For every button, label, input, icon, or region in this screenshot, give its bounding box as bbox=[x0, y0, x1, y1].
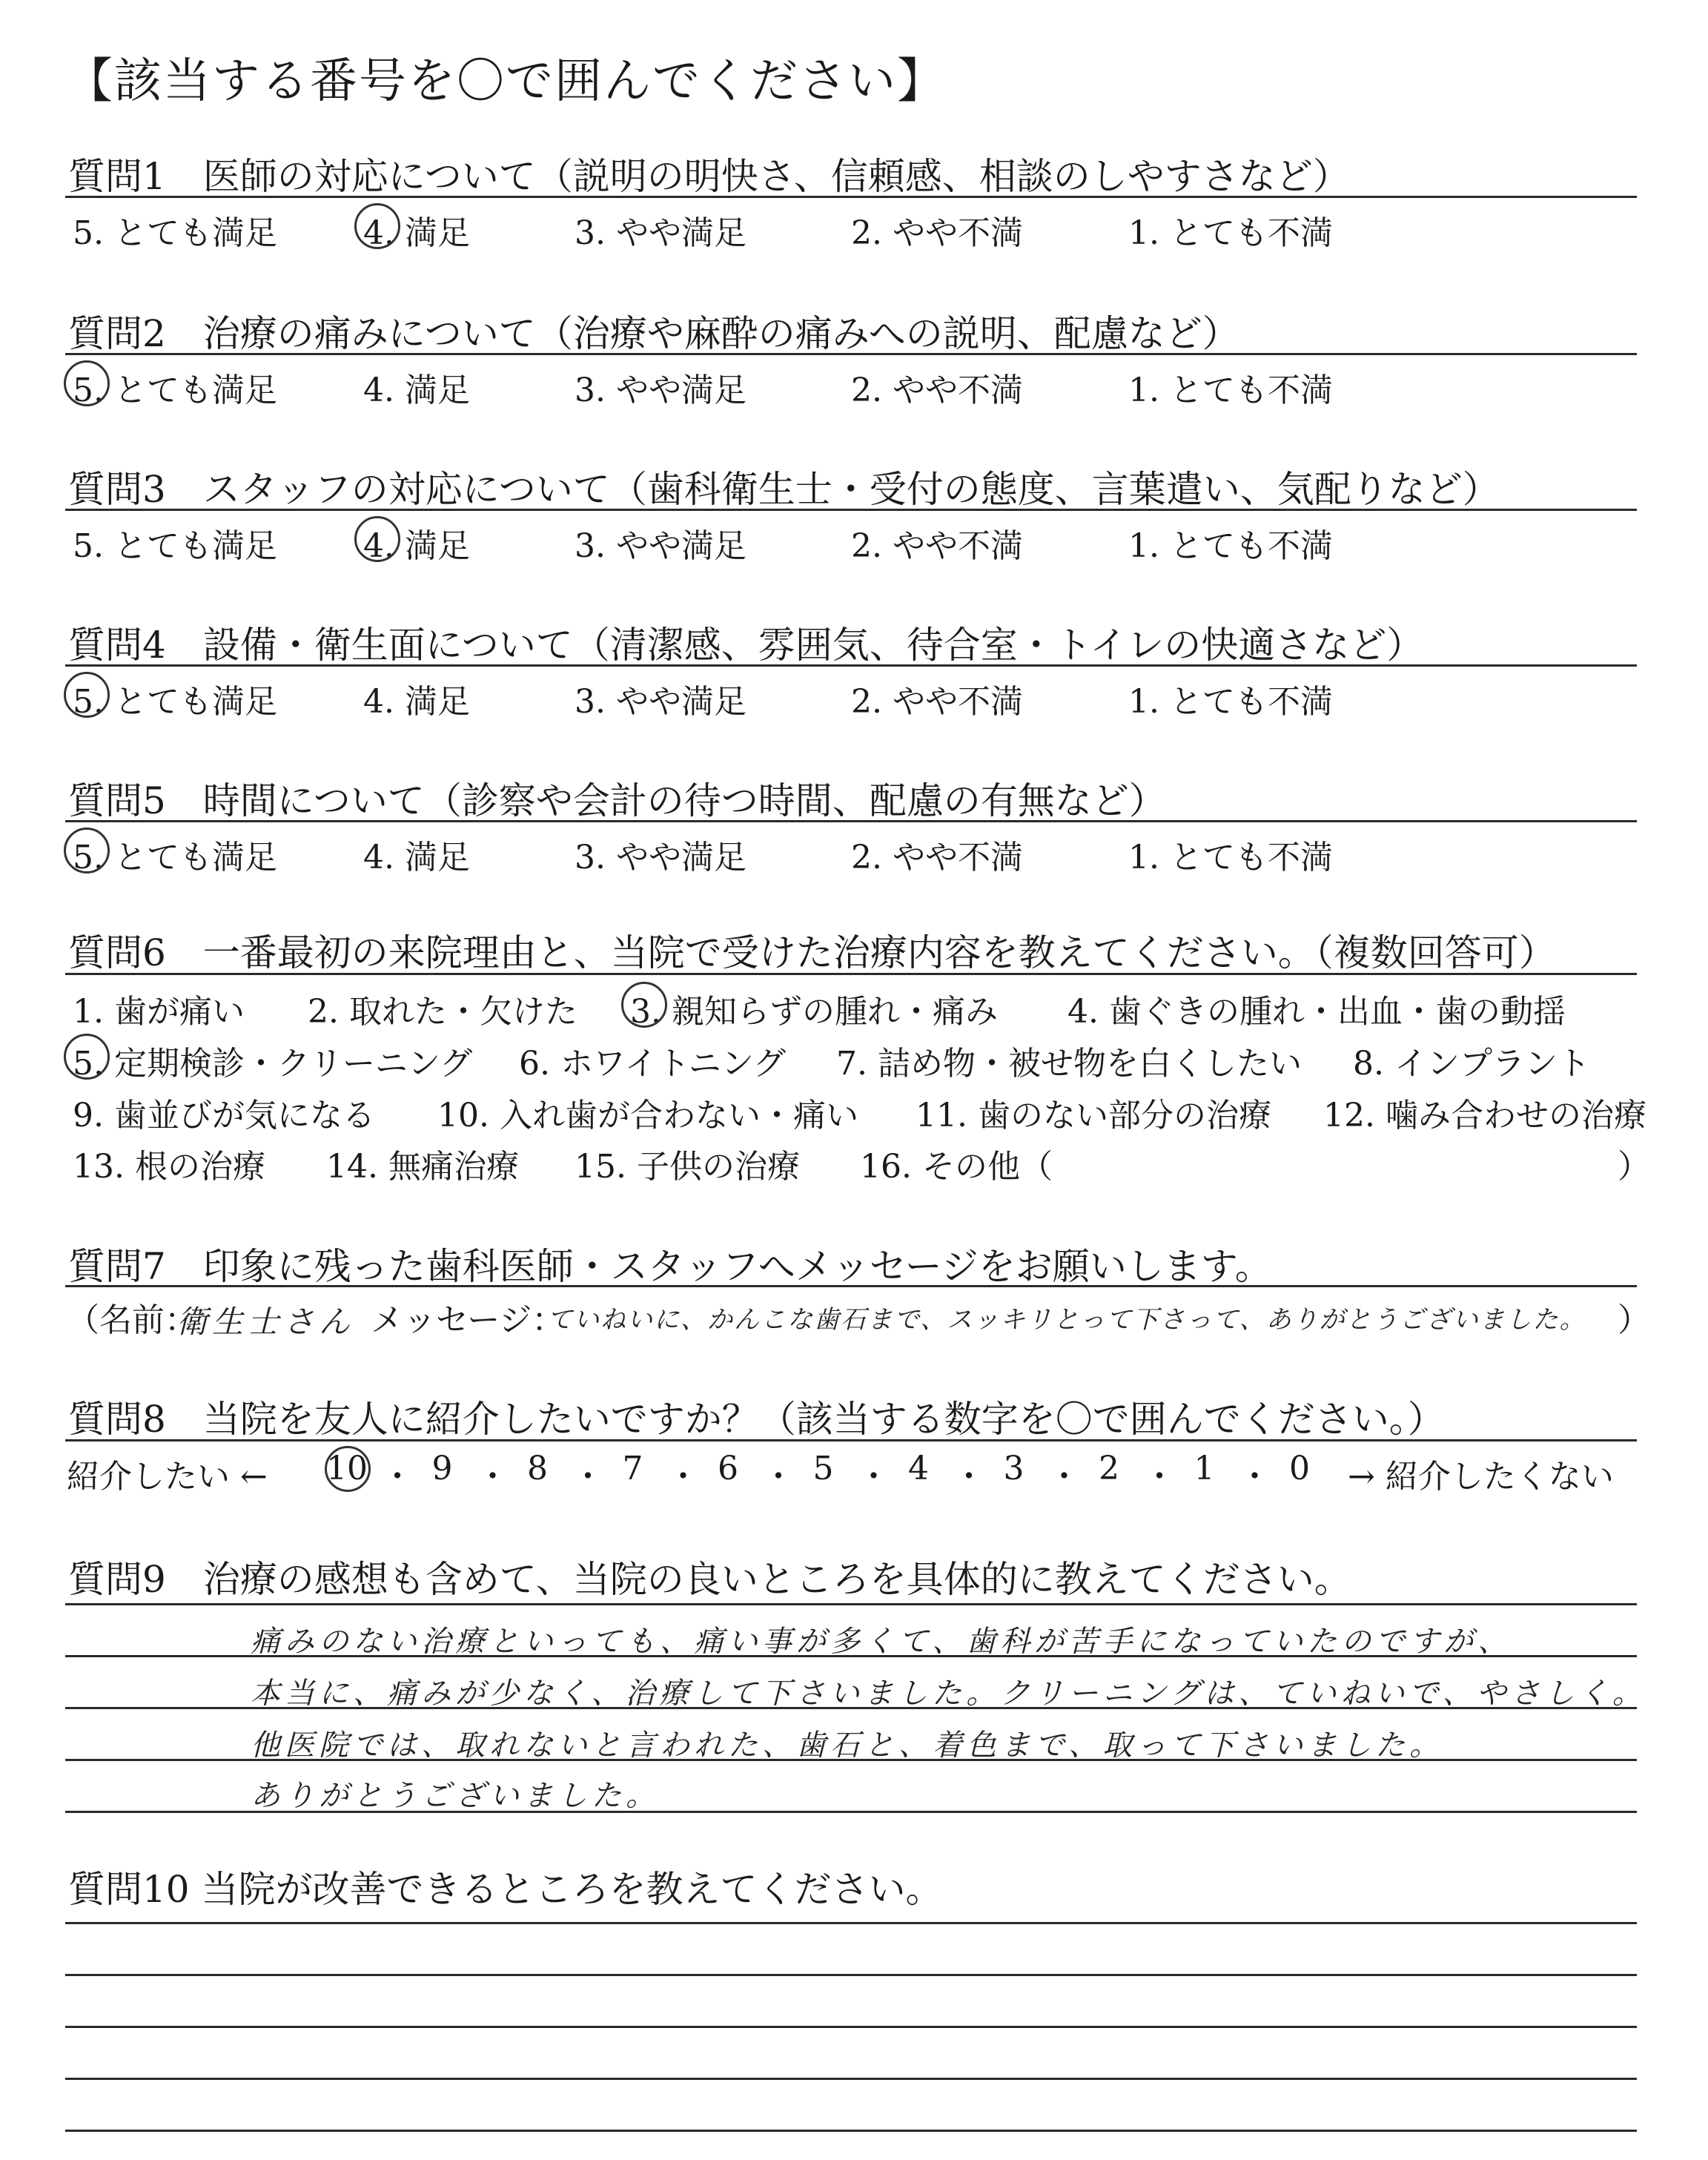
q6-option: 7. 詰め物・被せ物を白くしたい bbox=[836, 1045, 1302, 1083]
q8-separator: ・ bbox=[953, 1458, 985, 1496]
rating-option: 3. やや満足 bbox=[575, 683, 747, 721]
q9-answer-line: 本当に、痛みが少なく、治療して下さいました。クリーニングは、ていねいで、やさしく。 bbox=[251, 1677, 1646, 1711]
question-rule bbox=[65, 196, 1637, 198]
q6-close-paren: ） bbox=[1618, 1148, 1650, 1186]
q6-title: 質問6 一番最初の来院理由と、当院で受けた治療内容を教えてください。（複数回答可） bbox=[68, 931, 1556, 974]
page-title: 【該当する番号を〇で囲んでください】 bbox=[65, 54, 946, 109]
q6-option: 15. 子供の治療 bbox=[575, 1148, 800, 1186]
answer-rule bbox=[65, 1974, 1637, 1976]
q8-scale-value: 7 bbox=[622, 1450, 643, 1487]
q10-title: 質問10 当院が改善できるところを教えてください。 bbox=[68, 1868, 943, 1911]
q7-name-value: 衛生士さん bbox=[176, 1304, 355, 1340]
q6-option: 6. ホワイトニング bbox=[519, 1045, 787, 1083]
q6-option: 13. 根の治療 bbox=[73, 1148, 265, 1186]
q6-option: 10. 入れ歯が合わない・痛い bbox=[437, 1097, 858, 1135]
selected-circle bbox=[64, 360, 110, 406]
selected-circle bbox=[621, 982, 667, 1028]
q8-scale-value: 5 bbox=[812, 1450, 834, 1487]
q8-scale-value: 1 bbox=[1194, 1450, 1215, 1487]
q8-scale-value: 10 bbox=[326, 1450, 368, 1487]
rating-option: 4. 満足 bbox=[363, 683, 470, 721]
q8-rule bbox=[65, 1439, 1637, 1441]
rating-option: 4. 満足 bbox=[363, 214, 470, 252]
q8-scale-value: 3 bbox=[1003, 1450, 1025, 1487]
rating-option: 1. とても不満 bbox=[1128, 839, 1333, 876]
selected-circle bbox=[64, 672, 110, 718]
rating-option: 4. 満足 bbox=[363, 371, 470, 409]
q6-option: 8. インプラント bbox=[1353, 1045, 1590, 1083]
q8-right-label: → 紹介したくない bbox=[1348, 1458, 1614, 1496]
q7-message-value: ていねいに、かんこな歯石まで、スッキリとって下さって、ありがとうございました。 bbox=[547, 1305, 1586, 1335]
question-rule bbox=[65, 353, 1637, 355]
q9-answer-line: 他医院では、取れないと言われた、歯石と、着色まで、取って下さいました。 bbox=[251, 1728, 1444, 1763]
q6-option: 3. 親知らずの腫れ・痛み bbox=[630, 993, 998, 1031]
q7-name-label: （名前： bbox=[67, 1301, 197, 1339]
question-rule bbox=[65, 664, 1637, 667]
q8-scale-value: 2 bbox=[1099, 1450, 1119, 1487]
rating-option: 2. やや不満 bbox=[851, 683, 1023, 721]
q8-separator: ・ bbox=[572, 1458, 604, 1496]
rating-option: 3. やや満足 bbox=[575, 371, 747, 409]
q6-option: 1. 歯が痛い bbox=[73, 993, 245, 1031]
rating-option: 5. とても満足 bbox=[73, 214, 277, 252]
rating-option: 3. やや満足 bbox=[575, 527, 747, 565]
answer-rule bbox=[65, 2026, 1637, 2028]
selected-circle bbox=[354, 516, 400, 562]
q6-option: 2. 取れた・欠けた bbox=[308, 993, 577, 1031]
q7-close-paren: ） bbox=[1618, 1301, 1650, 1339]
rating-option: 5. とても満足 bbox=[73, 527, 277, 565]
rating-option: 1. とても不満 bbox=[1128, 214, 1333, 252]
answer-rule bbox=[65, 2130, 1637, 2132]
q8-scale-value: 9 bbox=[431, 1450, 453, 1487]
q6-option: 5. 定期検診・クリーニング bbox=[73, 1045, 473, 1083]
q7-message-label: メッセージ： bbox=[371, 1301, 565, 1339]
question-title: 質問3 スタッフの対応について（歯科衛生士・受付の態度、言葉遣い、気配りなど） bbox=[68, 468, 1500, 511]
q9-answer-line: ありがとうございました。 bbox=[251, 1779, 660, 1813]
rating-option: 1. とても不満 bbox=[1128, 371, 1333, 409]
q8-separator: ・ bbox=[1238, 1458, 1271, 1496]
q8-scale-value: 0 bbox=[1289, 1450, 1310, 1487]
selected-circle bbox=[354, 203, 400, 249]
q6-option: 16. その他（ bbox=[860, 1148, 1053, 1186]
selected-circle bbox=[64, 828, 110, 873]
rating-option: 2. やや不満 bbox=[851, 839, 1023, 876]
rating-option: 5. とても満足 bbox=[73, 683, 277, 721]
q8-scale-value: 4 bbox=[908, 1450, 929, 1487]
q8-separator: ・ bbox=[476, 1458, 509, 1496]
answer-rule bbox=[65, 2078, 1637, 2080]
q9-title: 質問9 治療の感想も含めて、当院の良いところを具体的に教えてください。 bbox=[68, 1558, 1351, 1601]
selected-circle bbox=[64, 1034, 110, 1080]
rating-option: 1. とても不満 bbox=[1128, 683, 1333, 721]
q8-scale-value: 6 bbox=[718, 1450, 738, 1487]
rating-option: 5. とても満足 bbox=[73, 839, 277, 876]
q8-left-label: 紹介したい ← bbox=[67, 1458, 268, 1496]
selected-circle bbox=[325, 1446, 371, 1492]
question-title: 質問1 医師の対応について（説明の明快さ、信頼感、相談のしやすさなど） bbox=[68, 155, 1350, 198]
answer-rule bbox=[65, 1603, 1637, 1605]
q8-scale-value: 8 bbox=[527, 1450, 548, 1487]
rating-option: 2. やや不満 bbox=[851, 214, 1023, 252]
q8-separator: ・ bbox=[1143, 1458, 1176, 1496]
q8-separator: ・ bbox=[762, 1458, 795, 1496]
q6-option: 9. 歯並びが気になる bbox=[73, 1097, 375, 1135]
question-rule bbox=[65, 820, 1637, 822]
q9-answer-line: 痛みのない治療といっても、痛い事が多くて、歯科が苦手になっていたのですが、 bbox=[251, 1625, 1512, 1659]
q6-option: 4. 歯ぐきの腫れ・出血・歯の動揺 bbox=[1068, 993, 1566, 1031]
q8-separator: ・ bbox=[1047, 1458, 1081, 1496]
rating-option: 2. やや不満 bbox=[851, 371, 1023, 409]
answer-rule bbox=[65, 1922, 1637, 1924]
q8-title: 質問8 当院を友人に紹介したいですか？（該当する数字を〇で囲んでください。） bbox=[68, 1398, 1445, 1441]
q6-rule bbox=[65, 973, 1637, 975]
question-title: 質問5 時間について（診察や会計の待つ時間、配慮の有無など） bbox=[68, 779, 1166, 822]
q6-option: 11. 歯のない部分の治療 bbox=[916, 1097, 1271, 1135]
rating-option: 1. とても不満 bbox=[1128, 527, 1333, 565]
rating-option: 4. 満足 bbox=[363, 527, 470, 565]
q8-separator: ・ bbox=[857, 1458, 890, 1496]
q8-separator: ・ bbox=[381, 1458, 414, 1496]
q8-separator: ・ bbox=[666, 1458, 700, 1496]
question-title: 質問4 設備・衛生面について（清潔感、雰囲気、待合室・トイレの快適さなど） bbox=[68, 624, 1424, 667]
rating-option: 3. やや満足 bbox=[575, 839, 747, 876]
rating-option: 4. 満足 bbox=[363, 839, 470, 876]
q7-title: 質問7 印象に残った歯科医師・スタッフへメッセージをお願いします。 bbox=[68, 1245, 1272, 1288]
q7-rule bbox=[65, 1285, 1637, 1287]
rating-option: 2. やや不満 bbox=[851, 527, 1023, 565]
question-title: 質問2 治療の痛みについて（治療や麻酔の痛みへの説明、配慮など） bbox=[68, 312, 1239, 355]
rating-option: 5. とても満足 bbox=[73, 371, 277, 409]
question-rule bbox=[65, 509, 1637, 511]
q6-option: 12. 噛み合わせの治療 bbox=[1323, 1097, 1646, 1135]
q6-option: 14. 無痛治療 bbox=[326, 1148, 519, 1186]
rating-option: 3. やや満足 bbox=[575, 214, 747, 252]
